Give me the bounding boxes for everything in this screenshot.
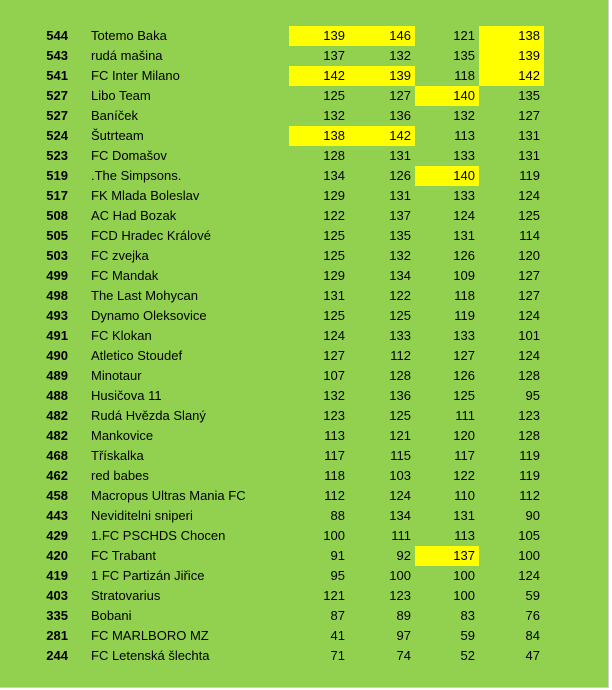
table-row xyxy=(24,66,544,86)
team-name-cell[interactable]: FC Mandak xyxy=(91,268,159,283)
score-cell-4[interactable]: 135 xyxy=(518,88,540,103)
score-cell-4[interactable]: 84 xyxy=(525,628,540,643)
table-row xyxy=(24,226,544,246)
score-cell-2[interactable]: 100 xyxy=(389,568,411,583)
score-cell-1[interactable]: 137 xyxy=(323,48,345,63)
spacer-cell xyxy=(68,546,91,566)
table-row xyxy=(24,386,544,406)
score-cell-4[interactable]: 127 xyxy=(518,108,540,123)
score-cell-2[interactable]: 131 xyxy=(389,148,411,163)
spacer-cell xyxy=(68,206,91,226)
total-points-cell[interactable]: 281 xyxy=(46,628,68,643)
score-cell-1[interactable]: 71 xyxy=(330,648,345,663)
score-cell-4[interactable]: 119 xyxy=(519,448,540,463)
score-cell-3[interactable]: 83 xyxy=(460,608,475,623)
score-cell-3[interactable]: 111 xyxy=(455,408,475,423)
score-cell-4[interactable]: 131 xyxy=(518,128,540,143)
score-cell-2[interactable]: 111 xyxy=(391,528,411,543)
total-points-cell[interactable]: 458 xyxy=(46,488,68,503)
total-points-cell[interactable]: 468 xyxy=(46,448,68,463)
spacer-cell xyxy=(68,366,91,386)
score-cell-2[interactable]: 92 xyxy=(396,548,411,563)
score-cell-2[interactable]: 142 xyxy=(349,126,415,146)
score-cell-2[interactable]: 136 xyxy=(389,108,411,123)
table-row xyxy=(24,266,544,286)
score-cell-4[interactable]: 142 xyxy=(479,66,544,86)
total-points-cell[interactable]: 498 xyxy=(46,288,68,303)
spacer-cell xyxy=(68,446,91,466)
score-cell-4[interactable]: 131 xyxy=(518,148,540,163)
table-row xyxy=(24,166,544,186)
table-row xyxy=(24,486,544,506)
team-name-cell[interactable]: FC Trabant xyxy=(91,548,157,563)
total-points-cell[interactable]: 429 xyxy=(46,528,68,543)
team-name-cell[interactable]: Husičova 11 xyxy=(91,388,162,403)
total-points-cell[interactable]: 462 xyxy=(46,468,68,483)
spacer-cell xyxy=(68,486,91,506)
score-cell-3[interactable]: 109 xyxy=(453,268,475,283)
score-cell-3[interactable]: 118 xyxy=(454,288,475,303)
spacer-cell xyxy=(68,586,91,606)
score-cell-2[interactable]: 89 xyxy=(396,608,411,623)
total-points-cell[interactable]: 541 xyxy=(46,68,68,83)
team-name-cell[interactable]: Rudá Hvězda Slaný xyxy=(91,408,206,423)
score-cell-3[interactable]: 113 xyxy=(454,528,475,543)
table-row xyxy=(24,346,544,366)
score-cell-4[interactable]: 100 xyxy=(518,548,540,563)
score-cell-1[interactable]: 95 xyxy=(330,568,345,583)
total-points-cell[interactable]: 419 xyxy=(46,568,68,583)
score-cell-3[interactable]: 125 xyxy=(453,388,475,403)
score-cell-1[interactable]: 129 xyxy=(323,268,345,283)
team-name-cell[interactable]: .The Simpsons. xyxy=(91,168,182,183)
score-cell-1[interactable]: 125 xyxy=(323,228,345,243)
total-points-cell[interactable]: 403 xyxy=(46,588,68,603)
score-cell-2[interactable]: 133 xyxy=(389,328,411,343)
score-cell-1[interactable]: 123 xyxy=(323,408,345,423)
table-row xyxy=(24,426,544,446)
score-cell-4[interactable]: 127 xyxy=(518,268,540,283)
score-cell-2[interactable]: 146 xyxy=(349,26,415,46)
score-cell-3[interactable]: 133 xyxy=(453,328,475,343)
score-cell-1[interactable]: 125 xyxy=(323,308,345,323)
score-cell-1[interactable]: 100 xyxy=(323,528,345,543)
score-cell-1[interactable]: 122 xyxy=(323,208,345,223)
score-cell-4[interactable]: 90 xyxy=(525,508,540,523)
spacer-cell xyxy=(68,506,91,526)
spacer-cell xyxy=(68,386,91,406)
score-cell-2[interactable]: 97 xyxy=(396,628,411,643)
score-cell-3[interactable]: 100 xyxy=(453,588,475,603)
table-row xyxy=(24,246,544,266)
total-points-cell[interactable]: 519 xyxy=(46,168,68,183)
total-points-cell[interactable]: 517 xyxy=(46,188,68,203)
score-cell-4[interactable]: 127 xyxy=(518,288,540,303)
total-points-cell[interactable]: 493 xyxy=(46,308,68,323)
score-cell-1[interactable]: 91 xyxy=(330,548,345,563)
score-cell-3[interactable]: 140 xyxy=(415,166,479,186)
total-points-cell[interactable]: 443 xyxy=(46,508,68,523)
table-row xyxy=(24,626,544,646)
score-cell-1[interactable]: 125 xyxy=(323,248,345,263)
team-name-cell[interactable]: Stratovarius xyxy=(91,588,161,603)
score-cell-3[interactable]: 121 xyxy=(453,28,475,43)
team-name-cell[interactable]: Minotaur xyxy=(91,368,142,383)
team-name-cell[interactable]: Tříska​lka xyxy=(91,448,144,463)
score-cell-3[interactable]: 137 xyxy=(415,546,479,566)
team-name-cell[interactable]: Libo Team xyxy=(91,88,151,103)
team-name-cell[interactable]: Totemo Baka xyxy=(91,28,167,43)
score-cell-1[interactable]: 142 xyxy=(289,66,349,86)
table-row xyxy=(24,466,544,486)
total-points-cell[interactable]: 544 xyxy=(46,28,68,43)
score-cell-2[interactable]: 132 xyxy=(389,48,411,63)
score-cell-4[interactable]: 124 xyxy=(518,348,540,363)
team-name-cell[interactable]: Dynamo Oleksovice xyxy=(91,308,207,323)
score-cell-4[interactable]: 124 xyxy=(518,568,540,583)
score-cell-1[interactable]: 128 xyxy=(323,148,345,163)
spacer-cell xyxy=(68,126,91,146)
spacer-cell xyxy=(68,626,91,646)
score-cell-3[interactable]: 131 xyxy=(453,508,475,523)
score-cell-1[interactable]: 41 xyxy=(330,628,345,643)
score-cell-3[interactable]: 122 xyxy=(453,468,475,483)
team-name-cell[interactable]: Macropus Ultras Mania FC xyxy=(91,488,246,503)
spacer-cell xyxy=(68,606,91,626)
spacer-cell xyxy=(68,266,91,286)
score-cell-1[interactable]: 138 xyxy=(289,126,349,146)
team-name-cell[interactable]: Mankovice xyxy=(91,428,154,443)
score-cell-1[interactable]: 139 xyxy=(289,26,349,46)
spacer-cell xyxy=(68,566,91,586)
score-cell-2[interactable]: 132 xyxy=(389,248,411,263)
score-cell-4[interactable]: 124 xyxy=(518,308,540,323)
table-row xyxy=(24,446,544,466)
score-cell-3[interactable]: 131 xyxy=(453,228,475,243)
table-row xyxy=(24,506,544,526)
spacer-cell xyxy=(68,466,91,486)
team-name-cell[interactable]: AC Had Bozak xyxy=(91,208,177,223)
score-cell-3[interactable]: 133 xyxy=(453,188,475,203)
score-cell-4[interactable]: 59 xyxy=(525,588,540,603)
score-cell-1[interactable]: 131 xyxy=(323,288,345,303)
score-cell-2[interactable]: 134 xyxy=(389,268,411,283)
score-cell-4[interactable]: 125 xyxy=(518,208,540,223)
team-name-cell[interactable]: red babes xyxy=(91,468,149,483)
score-cell-2[interactable]: 128 xyxy=(389,368,411,383)
spacer-cell xyxy=(68,346,91,366)
score-cell-4[interactable]: 114 xyxy=(519,228,540,243)
score-cell-1[interactable]: 107 xyxy=(323,368,345,383)
spacer-cell xyxy=(68,66,91,86)
score-cell-3[interactable]: 126 xyxy=(453,368,475,383)
team-name-cell[interactable]: FC zvejka xyxy=(91,248,149,263)
score-cell-2[interactable]: 112 xyxy=(390,348,411,363)
score-cell-3[interactable]: 118 xyxy=(454,68,475,83)
team-name-cell[interactable]: Baníček xyxy=(91,108,138,123)
table-row xyxy=(24,86,544,106)
table-row xyxy=(24,146,544,166)
spacer-cell xyxy=(68,86,91,106)
team-name-cell[interactable]: The Last Mohycan xyxy=(91,288,198,303)
table-row xyxy=(24,106,544,126)
total-points-cell[interactable]: 488 xyxy=(46,388,68,403)
score-cell-1[interactable]: 127 xyxy=(323,348,345,363)
total-points-cell[interactable]: 508 xyxy=(46,208,68,223)
score-cell-3[interactable]: 59 xyxy=(460,628,475,643)
spacer-cell xyxy=(68,406,91,426)
score-cell-3[interactable]: 117 xyxy=(454,448,475,463)
score-cell-2[interactable]: 122 xyxy=(389,288,411,303)
standings-table-body xyxy=(24,26,544,666)
team-name-cell[interactable]: FC Inter Milano xyxy=(91,68,180,83)
score-cell-4[interactable]: 138 xyxy=(479,26,544,46)
score-cell-4[interactable]: 101 xyxy=(518,328,540,343)
total-points-cell[interactable]: 335 xyxy=(46,608,68,623)
score-cell-1[interactable]: 87 xyxy=(330,608,345,623)
total-points-cell[interactable]: 505 xyxy=(46,228,68,243)
score-cell-4[interactable]: 119 xyxy=(519,168,540,183)
score-cell-4[interactable]: 120 xyxy=(518,248,540,263)
table-row xyxy=(24,366,544,386)
table-row xyxy=(24,646,544,666)
spacer-cell xyxy=(68,26,91,46)
table-row xyxy=(24,406,544,426)
table-row xyxy=(24,526,544,546)
team-name-cell[interactable]: FC Domašov xyxy=(91,148,167,163)
score-cell-1[interactable]: 129 xyxy=(323,188,345,203)
table-row xyxy=(24,606,544,626)
spacer-cell xyxy=(68,306,91,326)
score-cell-3[interactable]: 124 xyxy=(453,208,475,223)
score-cell-2[interactable]: 137 xyxy=(389,208,411,223)
total-points-cell[interactable]: 527 xyxy=(46,88,68,103)
team-name-cell[interactable]: FC Klokan xyxy=(91,328,152,343)
total-points-cell[interactable]: 543 xyxy=(46,48,68,63)
total-points-cell[interactable]: 527 xyxy=(46,108,68,123)
team-name-cell[interactable]: Atletico Stoudef xyxy=(91,348,183,363)
team-name-cell[interactable]: Šutrteam xyxy=(91,128,144,143)
spacer-cell xyxy=(68,246,91,266)
score-cell-2[interactable]: 127 xyxy=(389,88,411,103)
table-row xyxy=(24,326,544,346)
score-cell-2[interactable]: 126 xyxy=(389,168,411,183)
score-cell-2[interactable]: 136 xyxy=(389,388,411,403)
team-name-cell[interactable]: 1 FC Partizán Jiřice xyxy=(91,568,205,583)
score-cell-1[interactable]: 134 xyxy=(323,168,345,183)
score-cell-3[interactable]: 140 xyxy=(415,86,479,106)
score-cell-1[interactable]: 117 xyxy=(324,448,345,463)
total-points-cell[interactable]: 489 xyxy=(46,368,68,383)
spacer-cell xyxy=(68,166,91,186)
score-cell-4[interactable]: 124 xyxy=(518,188,540,203)
score-cell-2[interactable]: 123 xyxy=(389,588,411,603)
score-cell-2[interactable]: 74 xyxy=(396,648,411,663)
score-cell-3[interactable]: 100 xyxy=(453,568,475,583)
table-row xyxy=(24,126,544,146)
score-cell-2[interactable]: 124 xyxy=(389,488,411,503)
score-cell-4[interactable]: 128 xyxy=(518,428,540,443)
total-points-cell[interactable]: 244 xyxy=(46,648,68,663)
table-row xyxy=(24,46,544,66)
team-name-cell[interactable]: Neviditelni sniperi xyxy=(91,508,193,523)
score-cell-3[interactable]: 133 xyxy=(453,148,475,163)
score-cell-2[interactable]: 125 xyxy=(389,308,411,323)
score-cell-2[interactable]: 134 xyxy=(389,508,411,523)
team-name-cell[interactable]: 1.FC PSCHDS Chocen xyxy=(91,528,226,543)
score-cell-4[interactable]: 112 xyxy=(519,488,540,503)
score-cell-4[interactable]: 123 xyxy=(518,408,540,423)
score-cell-1[interactable]: 124 xyxy=(323,328,345,343)
spacer-cell xyxy=(68,46,91,66)
score-cell-1[interactable]: 121 xyxy=(323,588,345,603)
table-row xyxy=(24,186,544,206)
spacer-cell xyxy=(68,146,91,166)
team-name-cell[interactable]: FC Letenská šlechta xyxy=(91,648,210,663)
score-cell-2[interactable]: 125 xyxy=(389,408,411,423)
spacer-cell xyxy=(68,426,91,446)
score-cell-4[interactable]: 139 xyxy=(479,46,544,66)
score-cell-3[interactable]: 132 xyxy=(453,108,475,123)
score-cell-4[interactable]: 128 xyxy=(518,368,540,383)
total-points-cell[interactable]: 490 xyxy=(46,348,68,363)
score-cell-4[interactable]: 47 xyxy=(525,648,540,663)
team-name-cell[interactable]: FC MARLBORO MZ xyxy=(91,628,209,643)
score-cell-3[interactable]: 127 xyxy=(453,348,475,363)
total-points-cell[interactable]: 524 xyxy=(46,128,68,143)
score-cell-2[interactable]: 103 xyxy=(389,468,411,483)
table-row xyxy=(24,566,544,586)
score-cell-1[interactable]: 88 xyxy=(330,508,345,523)
score-cell-3[interactable]: 113 xyxy=(454,128,475,143)
score-cell-1[interactable]: 113 xyxy=(324,428,345,443)
score-cell-3[interactable]: 110 xyxy=(454,488,475,503)
score-cell-2[interactable]: 121 xyxy=(389,428,411,443)
score-cell-3[interactable]: 52 xyxy=(460,648,475,663)
spacer-cell xyxy=(68,286,91,306)
table-row xyxy=(24,586,544,606)
total-points-cell[interactable]: 420 xyxy=(46,548,68,563)
spacer-cell xyxy=(68,326,91,346)
table-row xyxy=(24,26,544,46)
score-cell-2[interactable]: 135 xyxy=(389,228,411,243)
total-points-cell[interactable]: 503 xyxy=(46,248,68,263)
spacer-cell xyxy=(68,106,91,126)
score-cell-3[interactable]: 135 xyxy=(453,48,475,63)
team-name-cell[interactable]: FK Mlada Boleslav xyxy=(91,188,200,203)
score-cell-3[interactable]: 119 xyxy=(454,308,475,323)
team-name-cell[interactable]: Bobani xyxy=(91,608,132,623)
spacer-cell xyxy=(68,186,91,206)
score-cell-4[interactable]: 76 xyxy=(525,608,540,623)
total-points-cell[interactable]: 499 xyxy=(46,268,68,283)
team-name-cell[interactable]: FCD Hradec Králové xyxy=(91,228,211,243)
score-cell-1[interactable]: 132 xyxy=(323,388,345,403)
total-points-cell[interactable]: 482 xyxy=(46,428,68,443)
score-cell-1[interactable]: 125 xyxy=(323,88,345,103)
score-cell-1[interactable]: 118 xyxy=(324,468,345,483)
table-row xyxy=(24,306,544,326)
spacer-cell xyxy=(68,646,91,666)
score-cell-2[interactable]: 131 xyxy=(389,188,411,203)
score-cell-4[interactable]: 95 xyxy=(525,388,540,403)
score-cell-3[interactable]: 126 xyxy=(453,248,475,263)
total-points-cell[interactable]: 523 xyxy=(46,148,68,163)
table-row xyxy=(24,546,544,566)
team-name-cell[interactable]: rudá mašina xyxy=(91,48,163,63)
table-row xyxy=(24,206,544,226)
score-cell-2[interactable]: 115 xyxy=(390,448,411,463)
score-cell-4[interactable]: 119 xyxy=(519,468,540,483)
total-points-cell[interactable]: 482 xyxy=(46,408,68,423)
spacer-cell xyxy=(68,526,91,546)
score-cell-4[interactable]: 105 xyxy=(518,528,540,543)
score-cell-1[interactable]: 132 xyxy=(323,108,345,123)
total-points-cell[interactable]: 491 xyxy=(46,328,68,343)
score-cell-3[interactable]: 120 xyxy=(453,428,475,443)
standings-table xyxy=(24,26,544,666)
score-cell-1[interactable]: 112 xyxy=(324,488,345,503)
score-cell-2[interactable]: 139 xyxy=(349,66,415,86)
table-row xyxy=(24,286,544,306)
spacer-cell xyxy=(68,226,91,246)
